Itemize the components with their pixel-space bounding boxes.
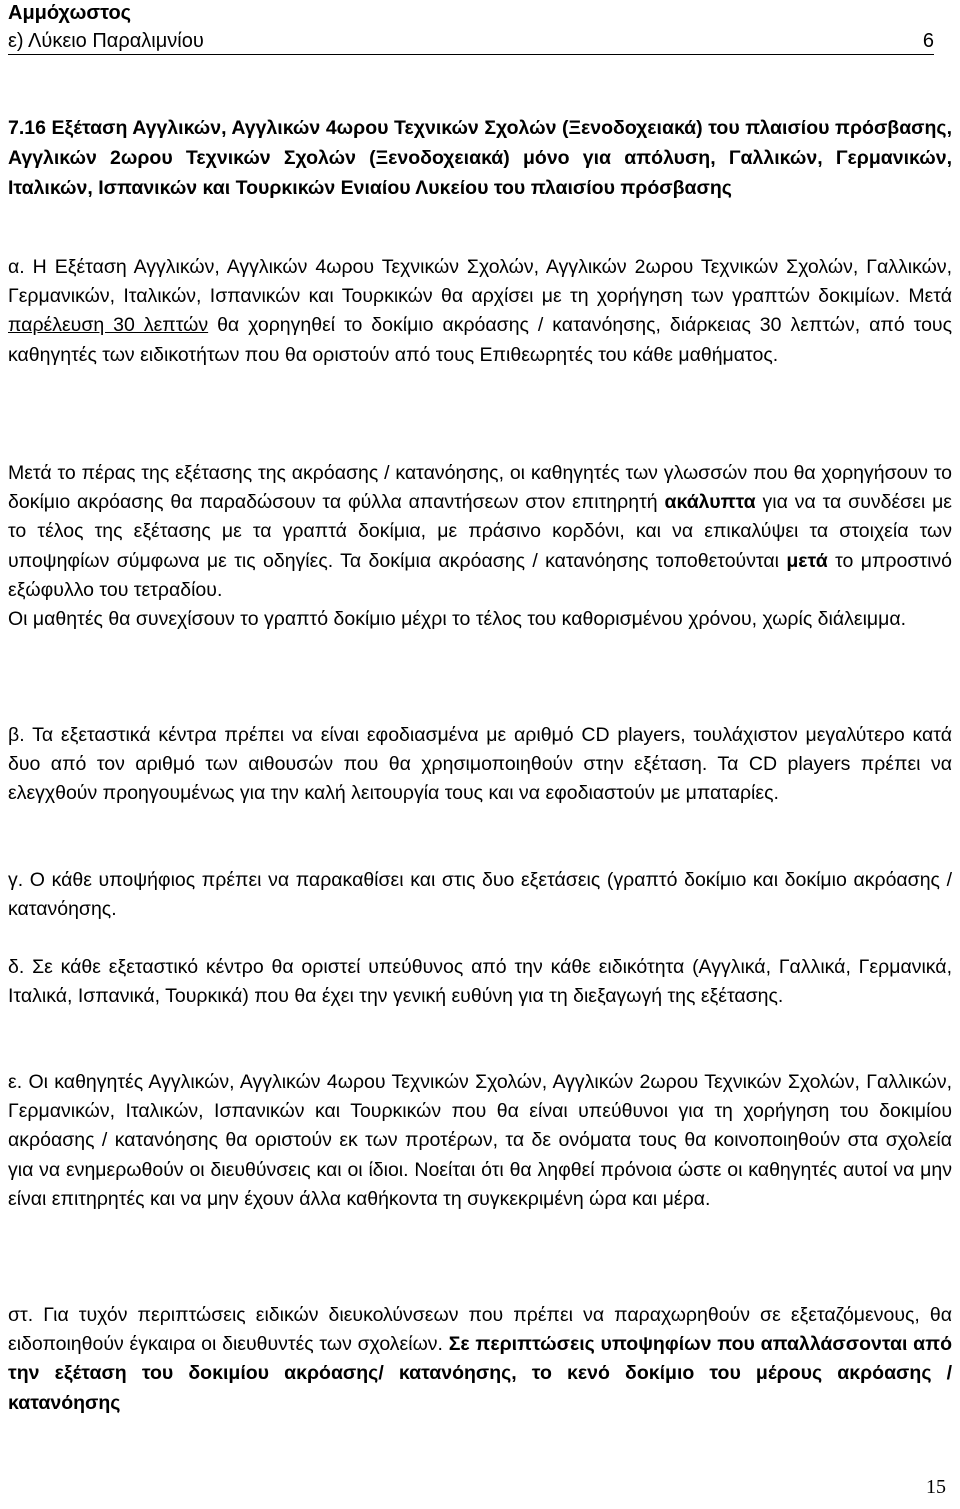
bold-akalypta: ακάλυπτα xyxy=(664,491,756,514)
paragraph-b: β. Τα εξεταστικά κέντρα πρέπει να είναι εφοδιασμένα με αριθμό CD players, τουλάχιστον μεγαλύτερο κατά δυο από τον αριθμό των αιθουσών που θα χρησιμοποιηθούν στην εξέταση. Τα CD players πρέπει να ελεγχθούν προηγουμένως για την καλή λειτουργία τους και να εφοδιαστούν με μπαταρίες. xyxy=(8,724,952,805)
paragraph-a-text: α. Η Εξέταση Αγγλικών, Αγγλικών 4ωρου Τεχνικών Σχολών, Αγγλικών 2ωρου Τεχνικών Σχολών, Γαλλικών, Γερμανικών, Ιταλικών, Ισπανικών και Τουρκικών θα αρχίσει με τη χορήγηση των γραπτών δοκιμίων. Μετά xyxy=(8,256,952,308)
paragraph-a xyxy=(8,253,952,370)
bold-meta: μετά xyxy=(786,549,828,572)
header-subtitle-row xyxy=(8,28,934,55)
paragraph-listening-text-mid: για να τα συνδέσει με το τέλος της εξέτασης με τα γραπτά δοκίμια, με πράσινο κορδόνι, και να επικαλύψει τα στοιχεία των υποψηφίων σύμφωνα με τις οδηγίες. Τα δοκίμια ακρόασης / κατανόησης τοποθετούνται xyxy=(8,491,953,572)
paragraph-st xyxy=(8,1301,952,1418)
paragraph-a-underlined: παρέλευση 30 λεπτών xyxy=(8,314,209,337)
paragraph-g: γ. Ο κάθε υποψήφιος πρέπει να παρακαθίσει και στις δυο εξετάσεις (γραπτό δοκίμιο και δοκίμιο ακρόασης / κατανόησης. xyxy=(8,869,952,921)
paragraph-listening-text: Μετά το πέρας της εξέτασης της ακρόασης / κατανόησης, οι καθηγητές των γλωσσών που θα χορηγήσουν το δοκίμιο ακρόασης θα παραδώσουν τα φύλλα απαντήσεων στον επιτηρητή xyxy=(8,462,952,514)
section-heading: 7.16 Εξέταση Αγγλικών, Αγγλικών 4ωρου Τεχνικών Σχολών (Ξενοδοχειακά) του πλαισίου πρόσβασης, Αγγλικών 2ωρου Τεχνικών Σχολών (Ξενοδοχειακά) μόνο για απόλυση, Γαλλικών, Γερμανικών, Ιταλικών, Ισπανικών και Τουρκικών Ενιαίου Λυκείου του πλαισίου πρόσβασης xyxy=(8,117,952,199)
page-number: 15 xyxy=(926,1476,946,1498)
paragraph-d: δ. Σε κάθε εξεταστικό κέντρο θα οριστεί υπεύθυνος από την κάθε ειδικότητα (Αγγλικά, Γαλλικά, Γερμανικά, Ιταλικά, Ισπανικά, Τουρκικά) που θα έχει την γενική ευθύνη για τη διεξαγωγή της εξέτασης. xyxy=(8,956,952,1008)
paragraph-students-continue: Οι μαθητές θα συνεχίσουν το γραπτό δοκίμιο μέχρι το τέλος του καθορισμένου χρόνου, χωρίς διάλειμμα. xyxy=(8,608,907,631)
header-subtitle-number: 6 xyxy=(922,30,934,52)
paragraph-e: ε. Οι καθηγητές Αγγλικών, Αγγλικών 4ωρου Τεχνικών Σχολών, Αγγλικών 2ωρου Τεχνικών Σχολών, Γαλλικών, Γερμανικών, Ιταλικών, Ισπανικών και Τουρκικών που θα είναι υπεύθυνοι για τη χορήγηση του δοκιμίου ακρόασης / κατανόησης θα οριστούν εκ των προτέρων, τα δε ονόματα τους θα κοινοποιηθούν στα σχολεία για να ενημερωθούν οι διευθύνσεις και οι ίδιοι. Νοείται ότι θα ληφθεί πρόνοια ώστε οι καθηγητές αυτοί να μην είναι επιτηρητές και να μην έχουν άλλα καθήκοντα τη συγκεκριμένη ώρα και μέρα. xyxy=(8,1071,952,1210)
header-title: Αμμόχωστος xyxy=(8,2,132,24)
paragraph-listening-text-end: το μπροστινό εξώφυλλο του τετραδίου. xyxy=(8,549,952,601)
paragraph-st-bold: Σε περιπτώσεις υποψηφίων που απαλλάσσονται από την εξέταση του δοκιμίου ακρόασης/ κατανόησης, το κενό δοκίμιο του μέρους ακρόασης / κατανόησης xyxy=(8,1333,952,1414)
header-subtitle: ε) Λύκειο Παραλιμνίου xyxy=(8,30,204,52)
paragraph-st-text: στ. Για τυχόν περιπτώσεις ειδικών διευκολύνσεων που πρέπει να παραχωρηθούν σε εξεταζόμενους, θα ειδοποιηθούν έγκαιρα οι διευθυντές των σχολείων. xyxy=(8,1304,952,1356)
paragraph-a-text-end: θα χορηγηθεί το δοκίμιο ακρόασης / κατανόησης, διάρκειας 30 λεπτών, από τους καθηγητές των ειδικοτήτων που θα οριστούν από τους Επιθεωρητές του κάθε μαθήματος. xyxy=(8,314,952,366)
paragraph-listening-return xyxy=(8,459,952,634)
